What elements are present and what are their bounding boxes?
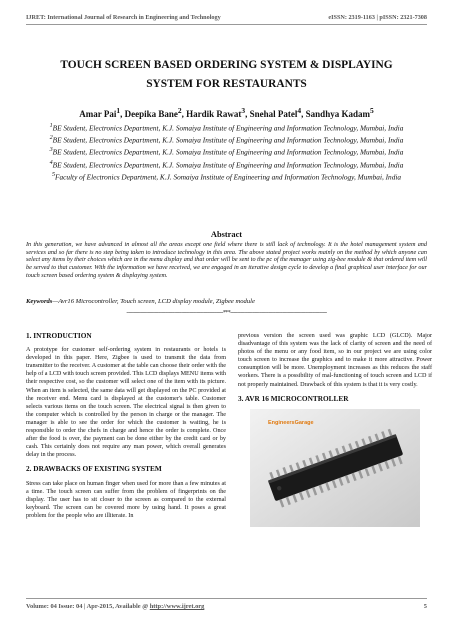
page-number: 5	[423, 603, 427, 610]
drawbacks-continued-paragraph: previous version the screen used was graphic LCD (GLCD). Major disadvantage of this system was the lack of clarity of screen and the need of photos of the menu or any food item, so in our project we are using color touch screen to increase the graphics and to make it more attractive. Power consumption will be more. Unemployment increases as this reduces the staff workers. There is a possibility of mal-functioning of touch screen and LCD if not properly maintained. Drawback of this system is that it is very costly.	[238, 333, 432, 388]
section-heading-drawbacks: 2. DRAWBACKS OF EXISTING SYSTEM	[26, 464, 162, 474]
author-2: Deepika Bane$^2$	[124, 106, 182, 119]
introduction-paragraph: A prototype for customer self-ordering system in restaurants or hotels is developed in this paper. Here, Zigbee is used to transmit the data from transmitter to the receiver. A customer at the table can choose their order with the help of a LCD with touch screen provided. This LCD displays MENU items with their respective cost, so the customer will select one of the item with its picture. When an item is selected, the same data will get displayed on the PC provided at the receiver end. Menu card is displayed at the customer's table. Customer selects various items on the touch screen. The electrical signal is then given to the computer which is controlled by the person in charge or the manager. The manager is able to see the order for which the customer is waiting, he is responsible to order the chefs in charge and hence the order is complete. Once after the food is over, the payment can be done either by the credit card or by cash. This certainly does not require any man power, which overall generates delay in the process.	[26, 347, 226, 459]
author-list: Amar Pai$^1$, Deepika Bane$^2$, Hardik Rawat$^3$, Snehal Patel$^4$, Sandhya Kadam$^5$	[79, 106, 374, 119]
running-footer	[26, 603, 427, 610]
abstract-heading: Abstract	[210, 230, 243, 239]
author-5: Sandhya Kadam$^5$	[305, 106, 374, 119]
left-column	[26, 332, 226, 526]
footer-volume-info: Volume: 04 Issue: 04 | Apr-2015, Available @ http://www.ijret.org	[26, 603, 205, 610]
paper-title	[30, 56, 423, 94]
affiliation: $^1$BE Student, Electronics Department, K.J. Somaiya Institute of Engineering and Information Technology, Mumbai, India	[49, 123, 404, 133]
running-header	[26, 14, 427, 21]
keywords-label: Keywords	[26, 298, 53, 305]
section-heading-introduction: 1. INTRODUCTION	[26, 331, 92, 340]
affiliation: $^5$Faculty of Electronics Department, K.J. Somaiya Institute of Engineering and Information Technology, Mumbai, India	[51, 171, 402, 182]
microcontroller-photo	[250, 409, 420, 527]
abstract-body: In this generation, we have advanced in almost all the areas except one field where there is still lack of technology. It is the hotel management system and services and so far there is no step being taken to introduce technology in this area. The above stated project works mainly on the method by which anyone can select any items by their choices which are in the menu display and that order will be sent to the pc of the manager using zig-bee module & that ordered item will be served to that customer. With the information we have received, we are engaged in an iterative design cycle to develop a final graphical user interface for our touch screen based ordering system & displaying system.	[26, 241, 427, 279]
journal-url-link[interactable]: http://www.ijret.org	[149, 603, 205, 610]
header-rule	[26, 24, 427, 25]
affiliation: $^2$BE Student, Electronics Department, K.J. Somaiya Institute of Engineering and Information Technology, Mumbai, India	[49, 135, 404, 145]
keywords: Keywords—Avr16 Microcontroller, Touch screen, LCD display module, Zigbee module	[26, 298, 255, 305]
author-4: Snehal Patel$^4$	[249, 106, 302, 119]
issn: eISSN: 2319-1163 | pISSN: 2321-7308	[328, 14, 427, 21]
affiliation: $^4$BE Student, Electronics Department, K.J. Somaiya Institute of Engineering and Information Technology, Mumbai, India	[49, 159, 404, 170]
photo-watermark: EngineersGarage	[268, 419, 314, 426]
author-1: Amar Pai$^1$	[79, 106, 121, 119]
keywords-text: Avr16 Microcontroller, Touch screen, LCD display module, Zigbee module	[58, 298, 255, 305]
drawbacks-paragraph: Stress can take place on human finger when used for more than a few minutes at a time. The touch screen can suffer from the problem of fingerprints on the display. The user has to sit closer to the screen as compared to the external keyboard. The screen can be covered more by using hand. It poses a great problem for the people who are illiterate. In	[26, 480, 226, 519]
title-line-2: SYSTEM FOR RESTAURANTS	[146, 78, 307, 90]
journal-name: IJRET: International Journal of Research in Engineering and Technology	[26, 14, 221, 21]
title-line-1: TOUCH SCREEN BASED ORDERING SYSTEM & DISPLAYING	[60, 59, 393, 71]
section-heading-avr16: 3. AVR 16 MICROCONTROLLER	[238, 393, 349, 403]
affiliation: $^3$BE Student, Electronics Department, K.J. Somaiya Institute of Engineering and Information Technology, Mumbai, India	[49, 147, 404, 157]
author-3: Hardik Rawat$^3$	[186, 106, 246, 119]
section-divider: ---------------------------------------------------------------------***---------------------------------------------------------------------	[126, 310, 327, 316]
affiliation-list	[30, 122, 423, 183]
right-column	[238, 332, 432, 527]
footer-rule	[26, 598, 427, 599]
